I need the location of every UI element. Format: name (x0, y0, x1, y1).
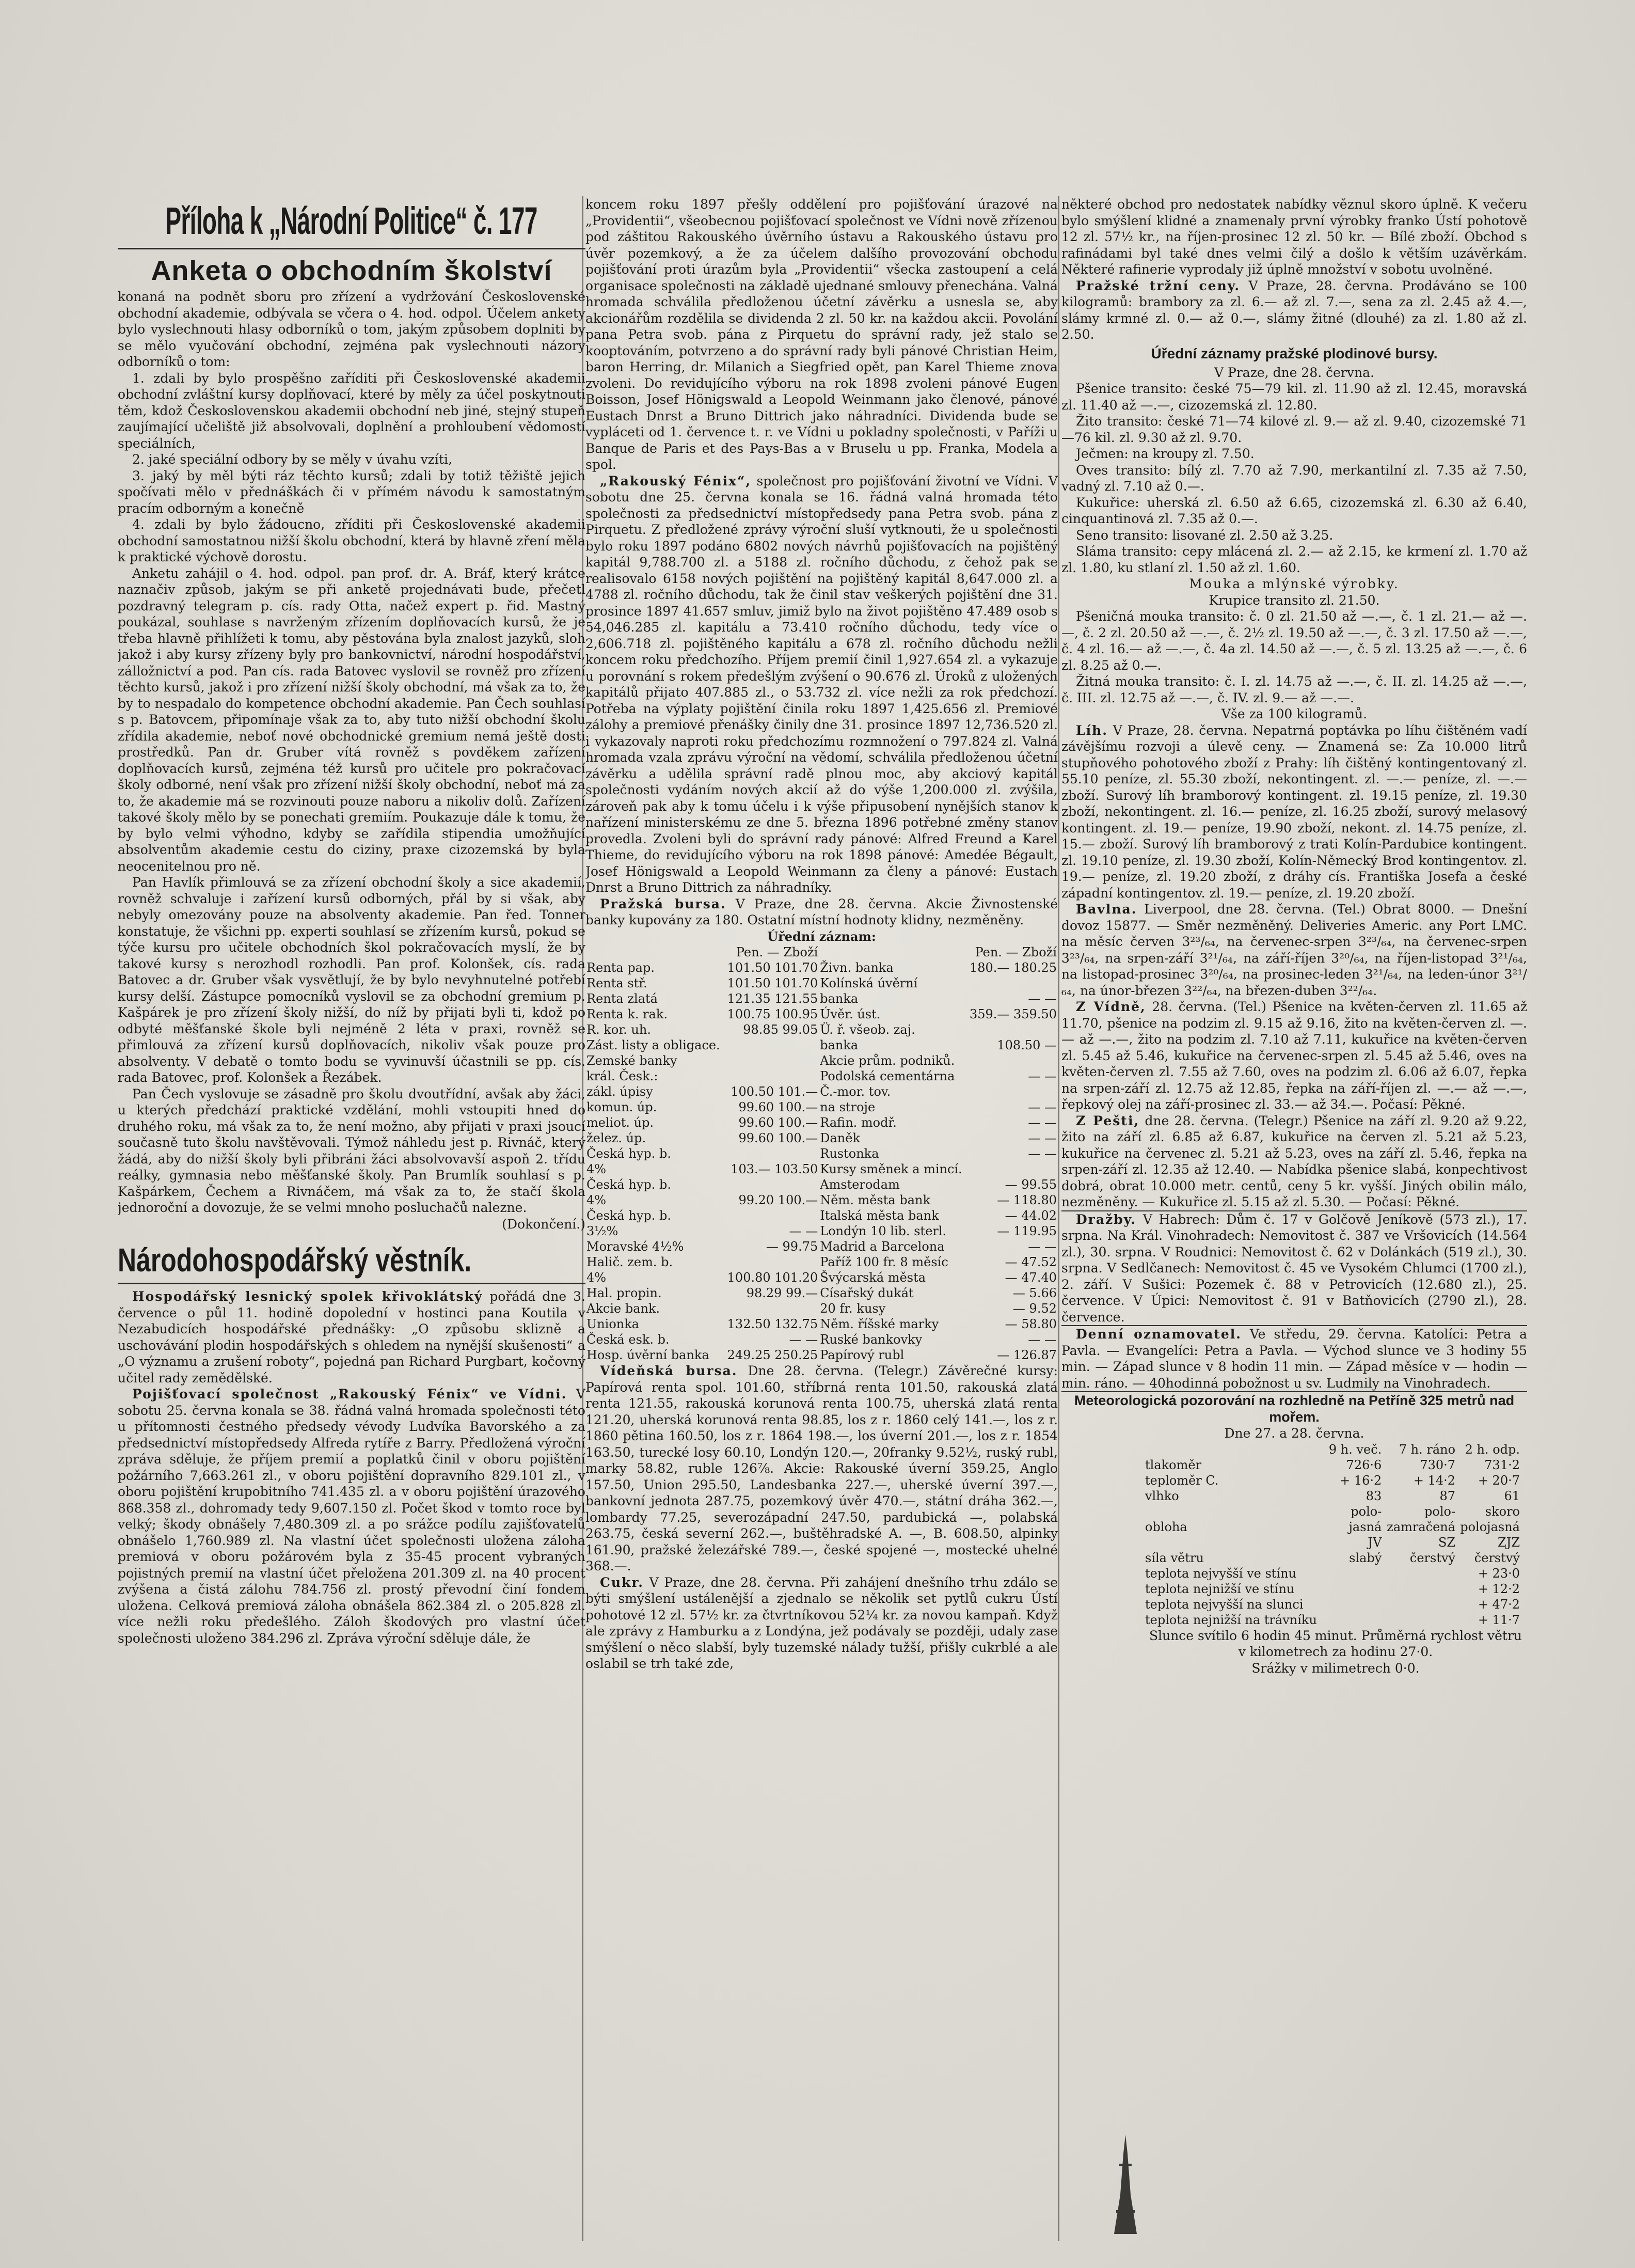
table-cell (1144, 1535, 1325, 1550)
table-cell: Hosp. úvěrní banka (586, 1348, 709, 1362)
table-cell: 3½% (586, 1224, 618, 1238)
table-cell: vlhko (1145, 1488, 1179, 1503)
table-cell: 61 (1504, 1488, 1520, 1503)
paragraph: Dne 28. června. (Telegr.) Závěrečné kursy: Papírová renta spol. 101.60, stříbrná renta 101.50, rakouská zlatá renta 121.55, rakouská korunová renta 100.75, uherská zlatá renta 121.20, uherská korunová renta 98.85, los z r. 1860 celý 141.—, los z r. 1860 pětina 160.50, los z r. 1864 198.—, los úverní 201.—, los z r. 1854 163.50, turecké losy 60.10, Londýn 120.—, 20franky 9.52½, ruský rubl, marky 58.82, ruble 126⅞. Akcie: Rakouské úverní 359.25, Anglo 157.50, Union 295.50, Landesbanka 227.—, uherské úverní 397.—, bankovní jednota 287.75, pozemkový úvěr 470.—, státní dráha 362.—, lombardy 77.25, severozápadní 247.50, pardubická —, polabská 263.75, česká severní 262.—, buštěhradské A. —, B. 608.50, alpinky 161.90, pražské železářské 789.—, české spojené —, mostecké uhelné 368.—. (585, 1363, 1058, 1573)
table-header-cell (819, 944, 966, 960)
table-cell: teplota nejvyšší na slunci (1145, 1597, 1304, 1612)
paragraph: 2. jaké speciální odbory by se měly v úvahu vzíti, (132, 452, 452, 467)
table-cell: polojasná (1460, 1519, 1520, 1534)
paragraph-lead: „Rakouský Fénix“, (600, 473, 752, 489)
table-cell (1383, 1566, 1456, 1581)
table-cell: polo- (1424, 1504, 1456, 1519)
paragraph: Pan Čech vyslovuje se zásadně pro školu dvoutřídní, avšak aby žáci, u kterých předchází praktické vzdělání, mohli vstoupiti hned do druhého roku, má však za to, že není možno, aby přijati v praxi jsoucí současně tuto školu navštěvovali. Týmož náhledu jest p. Rivnáč, který žádá, aby do nižší školy byli přibráni žáci absolvovavší aspoň 2. třídu reálky, gymnasia nebo měšťanské školy. Pan Brumlík souhlasí s p. Kašpárkem, Čechem a Rivnáčem, má však za to, že stačí škola jednoroční a dovozuje, že se velmi mnoho posluchačů nalezne. (118, 1086, 585, 1215)
paragraph-lead: Hospodářský lesnický spolek křivoklátský (132, 1289, 483, 1304)
meteo-table (1144, 1442, 1521, 1628)
table-cell: 99.20 100.— (738, 1193, 818, 1207)
table-cell: teplota nejnižší na trávníku (1145, 1612, 1317, 1627)
table-cell: Česká hyp. b. (586, 1208, 671, 1223)
table-cell: Moravské 4½% (586, 1239, 684, 1254)
table-cell: 101.50 101.70 (727, 960, 818, 975)
table-row (585, 1208, 1058, 1223)
table-cell: 87 (1439, 1488, 1456, 1503)
table-cell: 99.60 100.— (738, 1115, 818, 1130)
article-title-anketa: Anketa o obchodním školství (151, 255, 552, 286)
table-row (585, 1053, 1058, 1068)
table-cell: Amsterodam (820, 1177, 900, 1192)
table-cell: — — (789, 1224, 818, 1238)
paragraph: V Praze, 28. června. Prodáváno se 100 kilogramů: brambory za zl. 6.— až zl. 7.—, sena za zl. 2.45 až 4.—, slámy krmné zl. 0.— až 0.—, slámy žitné (dlouhé) za zl. 1.80 až zl. 2.50. (1061, 278, 1527, 342)
table-cell: ZJZ (1498, 1535, 1520, 1550)
table-cell: Něm. říšské marky (820, 1317, 939, 1331)
exchange-table (585, 944, 1058, 1363)
table-cell: Renta pap. (586, 960, 655, 975)
table-cell: Zemské banky (586, 1053, 677, 1068)
table-row (585, 1146, 1058, 1161)
table-cell: 108.50 — (997, 1038, 1057, 1052)
table-cell: Daněk (820, 1131, 861, 1145)
table-cell (966, 1053, 1058, 1068)
table-row (585, 991, 1058, 1006)
paragraph-lead: Cukr. (600, 1574, 644, 1590)
table-cell (724, 1208, 819, 1223)
table-header-cell (585, 944, 724, 960)
paragraph-lead: Dražby. (1076, 1211, 1137, 1227)
paragraph-lead: Denní oznamovatel. (1076, 1327, 1242, 1342)
table-cell (966, 975, 1058, 991)
table-row (585, 1161, 1058, 1177)
table-cell: — 99.75 (766, 1239, 818, 1254)
table-cell: — — (1028, 1332, 1057, 1347)
table-cell: 4% (586, 1162, 607, 1176)
paragraph: koncem roku 1897 přešly oddělení pro pojišťování úrazové na „Providentii“, všeobecnou pojišťovací společnost ve Vídni nově zřízenou pod záštitou Rakouského úvěrního ústavu a Rakouského ústavu pro úvěr pozemkový, a že za účelem dalšího provozování obchodu pojišťování proti úrazům byla „Providentii“ všecka zastoupení a celá organisace společnosti na základě ujednané smlouvy přenechána. Valná hromada schválila předloženou účetní závěrku a usnesla se, aby akcionářům rozdělila se dividenda 2 zl. 50 kr. na každou akcii. Povolání pana Petra svob. pána z Pirquetu do správní rady, jež stalo se kooptováním, potvrzeno a do správní rady byli pánové Christian Heim, baron Herring, dr. Milanich a Siegfried opět, pan Karel Thieme znova zvoleni. Do revidujícího výboru na rok 1898 zvoleni pánové Eugen Boisson, Josef Hönigswald a Leopold Weinmann jako členové, pánové Eustach Dnrst a Bruno Dittrich jako náhradníci. Dividenda bude se vypláceti od 1. července t. r. ve Vídni u pokladny společnosti, v Paříži u Banque de Paris et des Pays-Bas a v Bruselu u pp. Franka, Modela a spol. (585, 197, 1058, 472)
table-row (585, 1332, 1058, 1347)
table-cell: Renta stř. (586, 976, 647, 990)
column-2 (585, 196, 1058, 2241)
petrin-tower-illustration (1110, 2133, 1141, 2236)
table-cell (1325, 1612, 1383, 1628)
table-cell: JV (1368, 1535, 1382, 1550)
table-cell: + 47·2 (1478, 1597, 1520, 1612)
table-header-row (1144, 1442, 1521, 1457)
table-cell: Madrid a Barcelona (820, 1239, 945, 1254)
table-cell (1383, 1581, 1456, 1597)
table-cell: 99.60 100.— (738, 1131, 818, 1145)
table-cell: R. kor. uh. (586, 1022, 651, 1037)
meteo-date: Dne 27. a 28. června. (1224, 1426, 1364, 1441)
table-cell: + 23·0 (1478, 1566, 1520, 1581)
table-cell: — 9.52 (1012, 1301, 1057, 1316)
table-cell: — 99.55 (1005, 1177, 1057, 1192)
table-cell (1144, 1504, 1325, 1519)
table-cell: 83 (1366, 1488, 1382, 1503)
table-cell: 103.— 103.50 (731, 1162, 818, 1176)
table-cell: + 11·7 (1478, 1612, 1520, 1627)
table-cell (1383, 1597, 1456, 1612)
table-cell: jasná (1348, 1519, 1382, 1534)
table-cell: tlakoměr (1145, 1457, 1202, 1472)
table-cell: 730·7 (1420, 1457, 1456, 1472)
column-1 (118, 196, 585, 2241)
table-cell (724, 1301, 819, 1316)
table-cell: + 16·2 (1340, 1473, 1382, 1488)
paragraph: 4. zdali by bylo žádoucno, zříditi při Československé akademii obchodní samostatnou nižší školu obchodní, která by hlavně zření měla k praktické výchově dorostu. (118, 517, 585, 564)
table-cell: 100.75 100.95 (727, 1007, 818, 1021)
table-cell: obloha (1145, 1519, 1187, 1534)
table-row (1144, 1473, 1521, 1488)
paragraph: dne 28. června. (Telegr.) Pšenice na září zl. 9.20 až 9.22, žito na září zl. 6.85 až 6.87, kukuřice na červen zl. 5.21 až 5.23, kukuřice na červenec zl. 5.21 až 5.23, oves na září zl. 5.46, řepka na srpen-září zl. 12.35 až 12.40. — Nabídka pšenice slabá, konpechtivost dobrá, obrat 10.000 metr. centů, ceny 5 kr. vyšší. Jiných obilin málo, nezměněny. — Kukuřice zl. 5.15 až zl. 5.30. — Počasí: Pěkné. (1061, 1113, 1527, 1209)
table-row (585, 975, 1058, 991)
supplement-title: Příloha k „Národní Politice“ č. 177 (165, 199, 537, 242)
table-cell (966, 1161, 1058, 1177)
table-cell: síla větru (1145, 1550, 1204, 1565)
table-row (585, 1192, 1058, 1208)
table-cell: teplota nejvyšší ve stínu (1145, 1566, 1297, 1581)
paragraph: Ve středu, 29. června. Katolíci: Petra a Pavla. — Evangelíci: Petra a Pavla. — Východ slunce ve 3 hodiny 55 min. — Západ slunce v 8 hodin 11 min. — Západ měsíce v — hodin — min. ráno. — 40hodinná pobožnost u sv. Ludmily na Vinohradech. (1061, 1327, 1527, 1391)
table-cell: slabý (1349, 1550, 1382, 1565)
subsection-title: Mouka a mlýnské výrobky. (1189, 576, 1400, 591)
paragraph: V sobotu 25. června konala se 38. řádná valná hromada společnosti této u přítomnosti čestného předsedy vévody Ludvíka Bavorského a za předsednictví místopředsedy Alfreda rytíře z Barry. Předložená výroční zpráva sděluje, že příjem premií a poplatků činil v oboru pojištění požárního 7,663.261 zl., v oboru pojištění dopravního 829.101 zl., v oboru pojištění krupobitního 741.435 zl. a v oboru pojištění úrazového 868.358 zl., dohromady tedy 9,607.150 zl. Počet škod v tomto roce byl velký; škody obnášely 7,480.309 zl. a po srážce podílu zajišťovatelů obnášelo 1,760.989 zl. Na vlastní účet společnosti uložena záloha premiová v oboru požárovém byla z 35-45 procent vybraných pojistných premií na vlastní účet přeložena 201.309 zl. na 40 procent zvýšena a čistá zálohu 784.756 zl. prostý převodní činí fondem uložena. Celková premiová záloha obnášela 862.384 zl. o 205.828 zl. více nežli roku předešlého. Záloh škodových pro vlastní účet společnosti uloženo 384.296 zl. Zpráva výroční sděluje dále, že (118, 1387, 585, 1646)
table-cell: 726·6 (1346, 1457, 1382, 1472)
table-cell: — 5.66 (1012, 1286, 1057, 1300)
table-cell (724, 1053, 819, 1068)
table-cell: čerstvý (1474, 1550, 1520, 1565)
table-cell: — — (789, 1332, 818, 1347)
table-cell: Renta k. rak. (586, 1007, 668, 1021)
table-cell: 121.35 121.55 (727, 991, 818, 1006)
table-cell: banka (820, 991, 859, 1006)
table-cell: Kolínská úvěrní (820, 976, 918, 990)
table-cell: komun. úp. (586, 1100, 657, 1114)
table-header-cell: 2 h. odp. (1465, 1442, 1520, 1457)
section-title-vestnik: Národohospodářský věstník. (118, 1241, 472, 1279)
paragraph: Žito transito: české 71—74 kilové zl. 9.— až zl. 9.40, cizozemské 71—76 kil. zl. 9.30 až zl. 9.70. (1061, 414, 1527, 445)
column-3 (1061, 196, 1527, 2241)
table-cell: skoro (1485, 1504, 1520, 1519)
table-cell: 99.60 100.— (738, 1100, 818, 1114)
table-row (585, 1022, 1058, 1037)
table-cell: 100.50 101.— (731, 1084, 818, 1099)
table-row (1144, 1504, 1521, 1519)
table-cell: Paříž 100 fr. 8 měsíc (820, 1255, 948, 1269)
table-row (585, 1285, 1058, 1301)
table-cell: zákl. úpisy (586, 1084, 653, 1099)
table-cell: Rustonka (820, 1146, 879, 1161)
table-cell: — — (1028, 1069, 1057, 1083)
table-row (1144, 1612, 1521, 1628)
paragraph: Seno transito: lisované zl. 2.50 až 3.25. (1076, 527, 1334, 543)
paragraph: Žitná mouka transito: č. I. zl. 14.75 až —.—, č. II. zl. 14.25 až —.—, č. III. zl. 12.75 až —.—, č. IV. zl. 9.— až —.—. (1061, 674, 1527, 705)
table-cell: Ü. ř. všeob. zaj. (820, 1022, 915, 1037)
paragraph: Ječmen: na kroupy zl. 7.50. (1076, 446, 1255, 461)
table-cell (1383, 1612, 1456, 1628)
table-row (1144, 1550, 1521, 1566)
table-cell: Akcie prům. podniků. (820, 1053, 955, 1068)
table-cell: — 47.52 (1005, 1255, 1057, 1269)
table-header-cell: Pen. — Zboží (975, 945, 1057, 959)
table-cell: — 119.95 (997, 1224, 1057, 1238)
paragraph-lead: Vídeňská bursa. (600, 1363, 738, 1378)
table-row (1144, 1535, 1521, 1550)
table-cell: 98.29 99.— (746, 1286, 818, 1300)
section-rule (118, 1283, 585, 1284)
paragraph: 28. června. (Tel.) Pšenice na květen-červen zl. 11.65 až 11.70, pšenice na podzim zl. 9.15 až 9.16, žito na květen-červen zl. —.— až —.—, žito na podzim zl. 7.10 až 7.11, kukuřice na květen-červen zl. 5.45 až 5.46, kukuřice na červenec-srpen zl. 5.45 až 5.46, oves na květen-červen zl. 7.55 až 7.60, oves na podzim zl. 6.06 až 6.07, řepka na srpen-září zl. 12.75 až 12.85, řepka na září-říjen zl. —.— až —.—, řepkový olej na září-prosinec zl. 33.— až 34.—. Počasí: Pěkné. (1061, 999, 1527, 1112)
table-cell: Něm. města bank (820, 1193, 930, 1207)
paragraph: 1. zdali by bylo prospěšno zaříditi při Československé akademii obchodní zvláštní kursy doplňovací, které by měly za účel poskytnouti těm, kdož Československou akademii obchodní neb jiné, stejný stupeň zaujímající učeliště již absolvovali, doplnění a prohloubení vědomostí speciálních, (118, 370, 585, 451)
paragraph-lead: Z Pešti, (1076, 1113, 1140, 1128)
table-cell: 132.50 132.75 (727, 1317, 818, 1331)
table-row (585, 1099, 1058, 1115)
table-cell: teplota nejnižší ve stínu (1145, 1581, 1295, 1596)
paragraph: V Habrech: Dům č. 17 v Golčově Jeníkově (573 zl.), 17. srpna. Na Král. Vinohradech: Nemovitost č. 387 ve Vršovicích (14.564 zl.), 30. srpna. V Roudnici: Nemovitost č. 62 v Dolánkách (519 zl.), 30. srpna. V Sedlčanech: Nemovitost č. 45 ve Vysokém Chlumci (1700 zl.), 2. září. V Sušici: Pozemek č. 88 v Petrovicích (12.680 zl.), 25. července. V Úpici: Nemovitost č. 91 v Batňovicích (2790 zl.), 28. července. (1061, 1211, 1527, 1325)
table-cell: Česká hyp. b. (586, 1146, 671, 1161)
table-header-cell: 9 h. več. (1328, 1442, 1382, 1457)
table-row (1144, 1597, 1521, 1612)
table-row (585, 1301, 1058, 1316)
table-cell: Hal. propin. (586, 1286, 662, 1300)
paragraph: Pan Havlík přimlouvá se za zřízení obchodní školy a sice akademií, rovněž schvaluje i zařízení kursů odborných, přál by si však, aby nebyly omezovány pouze na absolventy akademie. Pan řed. Tonner konstatuje, že všichni pp. experti souhlasí se zřízením kursů, pokud se týče kursu pro učitele obchodních škol pokračovacích myslí, že by takové kursy s nerozhodl rozhodli. Pan prof. Kolonšek, cís. rada Batovec a dr. Gruber však vysvětlují, že by bylo nevyhnutelné potřebí kursy delší. Zástupce pomocníků vyslovil se za obchodní gremium p. Kašpárek je pro zřízení školy nižší, do níž by přijati byli ti, kdož po odbyté měšťanské škole byli nejméně 2 léta v praxi, rovněž se přimlouvá za zřízení kursů doplňovacích, nikoliv však pouze pro absolventy. V debatě o tomto bodu se vyvinuvší účastnili se pp. cís. rada Batovec, prof. Kolonšek a Řezábek. (118, 875, 585, 1085)
table-row (585, 1177, 1058, 1192)
table-row (585, 960, 1058, 975)
table-cell: 4% (586, 1270, 607, 1285)
table-cell: — 47.40 (1005, 1270, 1057, 1285)
paragraph: Anketu zahájil o 4. hod. odpol. pan prof. dr. A. Bráf, který krátce naznačiv způsob, jakým se při anketě projednávati bude, přečetl pozdravný telegram p. cís. rady Otta, načež expert p. řid. Mastný poukázal, souhlase s navrženým zřízením doplňovacích kursů, že je třeba hlavně přihlížeti k tomu, aby pěstována byla znalost jazyků, sloh jakož i aby kursy zřízeny byly pro bankovnictví, národní hospodářství, zálložnictví a pod. Pan cís. rada Batovec vyslovil se rovněž pro zřízení těchto kursů, jakož i pro zřízení nižší školy obchodní, má však za to, že by to nespadalo do kompetence obchodní akademie. Pan Čech souhlasí s p. Batovcem, připomínaje však za to, aby tuto nižší obchodní školu zřídila akademie, neboť nové obchodnické gremium nemá ještě dosti prostředků. Pan dr. Gruber vítá rovněž s povděkem zařízení doplňovacích kursů, zejména též kursů pro učitele pro pokračovací školy odborné, není však pro zřízení nižší školy obchodní, neboť má za to, že akademie má se rozvinouti pouze naboru a nikoliv dolů. Zařízení takové školy mělo by se ponechati gremiím. Poukazuje dále k tomu, že by bylo velmi výhodno, kdyby se zařídila stipendia umožňující absolventům akademie cestu do ciziny, praxe cizozemská by byla neocenitelnou pro ně. (118, 565, 585, 874)
table-cell: meliot. úp. (586, 1115, 654, 1130)
table-cell: 249.25 250.25 (727, 1348, 818, 1362)
paragraph: pořádá dne 3. července o půl 11. hodině dopolední v hostinci pana Koutila v Nezabudicích hospodářské přednášky: „O způsobu sklizně a uschovávání plodin hospodářských s ohledem na nynější skušenosti“ a „O významu a zrušení roboty“, pojedná pan Richard Purgbart, kočovný učitel rady zemědělské. (118, 1289, 585, 1385)
table-cell (966, 1084, 1058, 1099)
table-cell: SZ (1438, 1535, 1456, 1550)
paragraph: Vše za 100 kilogramů. (1221, 706, 1368, 721)
title-rule (118, 248, 585, 249)
table-row (1144, 1519, 1521, 1535)
table-row (585, 1254, 1058, 1270)
table-cell: čerstvý (1409, 1550, 1456, 1565)
table-cell: — — (1028, 1239, 1057, 1254)
table-cell: Kursy směnek a mincí. (820, 1162, 962, 1176)
paragraph: Kukuřice: uherská zl. 6.50 až 6.65, cizozemská zl. 6.30 až 6.40, cinquantinová zl. 7.35 až 0.—. (1061, 495, 1527, 526)
table-cell: 98.85 99.05 (743, 1022, 818, 1037)
table-cell: Papírový rubl (820, 1348, 904, 1362)
paragraph: V Praze, dne 28. června. Při zahájení dnešního trhu zdálo se býti smýšlení ustálenější a zjednalo se několik set pytlů cukru Ústí pohotové 12 zl. 57½ kr. za čtvrtníkovou 52¼ kr. za novou kampaň. Když ale zprávy z Hamburku a z Londýna, jež podávaly se později, udaly zase smýšlení o něco slabší, byly tuzemské nálady tužší, přišly cukrblé a ale oslabil se trh také zde, (585, 1574, 1058, 1671)
table-row (585, 1316, 1058, 1332)
paragraph-lead: Pojišťovací společnost „Rakouský Fénix“ ve Vídni. (132, 1387, 567, 1401)
table-cell: Londýn 10 lib. sterl. (820, 1224, 947, 1238)
table-cell: Zást. listy a obligace. (586, 1038, 720, 1052)
table-cell: — 126.87 (997, 1348, 1057, 1362)
table-cell: — 58.80 (1005, 1317, 1057, 1331)
table-cell: želez. úp. (586, 1131, 646, 1145)
paragraph: některé obchod pro nedostatek nabídky věznul skoro úplně. K večeru bylo smýšlení klidné a znamenaly první výrobky franko Ústí pohotově 12 zl. 57½ kr., na říjen-prosinec 12 zl. 50 kr. — Bílé zboží. Obchod s rafinádami byl také dnes velmi čilý a došlo k větším uzávěrkám. Některé rafinerie vyprodaly již úplně množství v sobotu uvolněné. (1061, 197, 1527, 277)
paragraph: konaná na podnět sboru pro zřízení a vydržování Československé obchodní akademie, odbývala se včera o 4. hod. odpol. Účelem ankety bylo vyslechnouti hlasy odborníků o tom, jakým způsobem doplniti by se mělo vyučování obchodní, zejména pak vyslechnouti názory odborníků o tom: (118, 289, 585, 369)
paragraph: Pšenice transito: české 75—79 kil. zl. 11.90 až zl. 12.45, moravská zl. 11.40 až —.—, cizozemská zl. 12.80. (1061, 381, 1527, 413)
paragraph: Oves transito: bílý zl. 7.70 až 7.90, merkantilní zl. 7.35 až 7.50, vadný zl. 7.10 až 0.—. (1061, 462, 1527, 494)
table-row (585, 1223, 1058, 1239)
table-row (1144, 1566, 1521, 1581)
table-cell: Podolská cementárna (820, 1069, 955, 1083)
table-cell: Císařský dukát (820, 1286, 914, 1300)
paragraph: 3. jaký by měl býti ráz těchto kursů; zdali by totiž těžiště jejich spočívati mělo v přednáškách či v přímém návodu k samostatným pracím odborným a konečně (118, 468, 585, 516)
paragraph-lead: Z Vídně, (1076, 999, 1146, 1014)
subsection-title: Úřední záznamy pražské plodinové bursy. (1151, 345, 1438, 361)
table-cell: — 44.02 (1005, 1208, 1057, 1223)
table-cell: Renta zlatá (586, 991, 658, 1006)
table-header-row (585, 944, 1058, 960)
table-cell: Italská města bank (820, 1208, 939, 1223)
table-cell: Švýcarská města (820, 1270, 926, 1285)
table-cell: Akcie bank. (586, 1301, 660, 1316)
paragraph: společnost pro pojišťování životní ve Vídni. V sobotu dne 25. června konala se 16. řádná valná hromada této společnosti za předsednictví místopředsedy pana Petra svob. pána z Pirquetu. Z předložené zprávy výroční sluší vytknouti, že u společnosti bylo roku 1897 podáno 6802 nových návrhů pojišťovacích na pojištěný kapitál 9,788.700 zl. a 5188 zl. ročního důchodu, z čehož pak se realisovalo 6158 nových pojištění na pojištěný kapitál 8,647.000 zl. a 4788 zl. ročního důchodu, tak že činil stav veškerých pojištění dne 31. prosince 1897 41.657 smluv, jimiž bylo na život pojištěno 47.489 osob s 54,046.285 zl. kapitálu a 73.410 ročního důchodu, tedy více o 2,606.718 zl. pojištěného kapitálu a 678 zl. ročního důchodu nežli koncem roku předchozího. Příjem premií činil 1,927.654 zl. a vykazuje u porovnání s rokem předešlým zvýšení o 90.676 zl. Úroků z uložených kapitálů přijato 407.885 zl., o 53.732 zl. více nežli za rok předchozí. Potřeba na výplaty pojištění činila roku 1897 1,425.656 zl. Premiové zálohy a premiové přenášky činily dne 31. prosince 1897 12,736.520 zl. i vykazovaly naproti roku předchozímu rozmnožení o 797.824 zl. Valná hromada vzala zprávu výroční na vědomí, schválila předloženou účetní závěrku a udělila správní radě plnou moc, aby akciový kapitál společnosti vydáním nových akcií až do výše 1,200.000 zl. zvýšila, zároveň pak aby k tomu účelu i k výše připusobení nynějších stanov k nařízení ministerskému ze dne 5. března 1896 potřebné změny stanov provedla. Zvoleni byli do správní rady pánové: Alfred Freund a Karel Thieme, do revidujícího výboru na rok 1898 pánové: Amedée Bégault, Josef Hönigswald a Leopold Weinmann za členy a pánové: Eustach Dnrst a Bruno Dittrich za náhradníky. (585, 473, 1058, 895)
table-cell: Úvěr. úst. (820, 1007, 881, 1021)
table-header-cell: 7 h. ráno (1399, 1442, 1456, 1457)
exchange-table-title: Úřední záznam: (767, 928, 876, 944)
table-cell: Unionka (586, 1317, 640, 1331)
table-row (585, 1239, 1058, 1254)
table-cell: zamračená (1387, 1519, 1456, 1534)
column-rule (1058, 196, 1059, 2241)
meteo-title: Meteorologická pozorování na rozhledně na Petříně 325 metrů nad mořem. (1074, 1393, 1515, 1425)
table-row (585, 1347, 1058, 1363)
table-cell: 4% (586, 1193, 607, 1207)
paragraph-lead: Bavlna. (1076, 902, 1137, 917)
table-cell: 180.— 180.25 (969, 960, 1057, 975)
paragraph: Krupice transito zl. 21.50. (1209, 592, 1380, 608)
table-cell: polo- (1351, 1504, 1382, 1519)
paragraph: V Praze, dne 28. června. Akcie Živnostenské banky kupovány za 180. Ostatní místní hodnoty klidny, nezměněny. (585, 896, 1058, 927)
table-row (585, 1068, 1058, 1084)
table-cell: 101.50 101.70 (727, 976, 818, 990)
table-row (585, 1006, 1058, 1022)
meteo-note: Slunce svítilo 6 hodin 45 minut. Průměrná rychlost větru v kilometrech za hodinu 27·0. (1149, 1628, 1522, 1659)
table-cell: král. Česk.: (586, 1069, 658, 1083)
table-cell (1325, 1566, 1383, 1581)
table-header-cell: Pen. — Zboží (736, 945, 818, 959)
table-cell: Č.-mor. tov. (820, 1084, 891, 1099)
table-cell: 100.80 101.20 (727, 1270, 818, 1285)
table-row (585, 1084, 1058, 1099)
table-cell: + 12·2 (1478, 1581, 1520, 1596)
continuation-note: (Dokončení.) (502, 1216, 585, 1232)
table-row (585, 1037, 1058, 1053)
table-cell (724, 1254, 819, 1270)
table-cell: Rafin. modř. (820, 1115, 897, 1130)
table-cell: — — (1028, 1146, 1057, 1161)
paragraph-lead: Pražská bursa. (600, 896, 726, 911)
table-cell: Česká hyp. b. (586, 1177, 671, 1192)
table-cell: 20 fr. kusy (820, 1301, 886, 1316)
paragraph: V Praze, 28. června. Nepatrná poptávka po líhu čištěném vadí závějšímu rozvoji a úlevě ceny. — Znamená se: Za 10.000 litrů stupňového pohotového zboží z Prahy: líh čištěný kontingentovaný zl. 55.10 peníze, zl. 55.30 zboží, nekontingent. zl. —.— peníze, zl. —.— zboží. Surový líh bramborový kontingent. zl. 19.15 peníze, zl. 19.30 zboží, nekontingent. zl. 16.— peníze, zl. 16.25 zboží, surový melasový kontingent. zl. 19.— peníze, 19.90 zboží, nekont. zl. 14.75 peníze, zl. 15.— zboží. Surový líh bramborový z trati Kolín-Pardubice kontingent. zl. 19.10 peníze, zl. 19.30 zboží, Kolín-Německý Brod kontingentov. zl. 19.— peníze, zl. 19.20 zboží, z dráhy cís. Františka Josefa a české západní kontingentov. zl. 19.— peníze, zl. 19.20 zboží. (1061, 722, 1527, 901)
table-cell: Česká esk. b. (586, 1332, 670, 1347)
table-cell: Živn. banka (820, 960, 894, 975)
table-cell (724, 1177, 819, 1192)
paragraph: V Praze, dne 28. června. (1214, 365, 1374, 380)
table-cell (1325, 1581, 1383, 1597)
table-header-cell (1144, 1442, 1325, 1457)
table-cell: — — (1028, 1115, 1057, 1130)
paragraph-lead: Pražské tržní ceny. (1076, 278, 1241, 293)
table-cell: teploměr C. (1145, 1473, 1219, 1488)
table-cell (724, 1037, 819, 1053)
table-cell: — — (1028, 1131, 1057, 1145)
table-cell: Halič. zem. b. (586, 1255, 673, 1269)
paragraph: Liverpool, dne 28. června. (Tel.) Obrat 8000. — Dnešní dovoz 15877. — Směr nezměněný. Deliveries Americ. any Port LMC. na měsíc červen 3²³/₆₄, na červenec-srpen 3²³/₆₄, na červenec-srpen 3²³/₆₄, na srpen-září 3²¹/₆₄, na září-říjen 3²⁰/₆₄, na říjen-listopad 3²¹/₆₄, na listopad-prosinec 3²⁰/₆₄, na prosinec-leden 3²¹/₆₄, na leden-únor 3²¹/₆₄, na únor-březen 3²²/₆₄, na březen-duben 3²²/₆₄. (1061, 902, 1527, 998)
table-cell (724, 1068, 819, 1084)
table-cell: + 14·2 (1413, 1473, 1456, 1488)
table-row (1144, 1581, 1521, 1597)
table-cell (966, 1022, 1058, 1037)
table-cell: 359.— 359.50 (969, 1007, 1057, 1021)
table-cell: — 118.80 (997, 1193, 1057, 1207)
meteo-rain: Srážky v milimetrech 0·0. (1251, 1660, 1420, 1676)
table-row (585, 1270, 1058, 1285)
table-cell (724, 1146, 819, 1161)
table-cell: na stroje (820, 1100, 876, 1114)
table-row (1144, 1488, 1521, 1504)
table-cell: — — (1028, 1100, 1057, 1114)
paragraph-lead: Líh. (1076, 722, 1108, 738)
paragraph: Pšeničná mouka transito: č. 0 zl. 21.50 až —.—, č. 1 zl. 21.— až —.—, č. 2 zl. 20.50 až —.—, č. 2½ zl. 19.50 až —.—, č. 3 zl. 17.50 až —.—, č. 4 zl. 16.— až —.—, č. 4a zl. 14.50 až —.—, č. 5 zl. 13.25 až —.—, č. 6 zl. 8.25 až 0.—. (1061, 609, 1527, 673)
paragraph: Sláma transito: cepy mlácená zl. 2.— až 2.15, ke krmení zl. 1.70 až zl. 1.80, ku stlaní zl. 1.50 až zl. 1.60. (1061, 544, 1527, 575)
table-row (1144, 1457, 1521, 1473)
table-cell: 731·2 (1484, 1457, 1520, 1472)
table-cell: Ruské bankovky (820, 1332, 923, 1347)
table-cell (1325, 1597, 1383, 1612)
table-cell: banka (820, 1038, 859, 1052)
table-cell: + 20·7 (1478, 1473, 1520, 1488)
table-cell: — — (1028, 991, 1057, 1006)
table-row (585, 1130, 1058, 1146)
table-row (585, 1115, 1058, 1130)
